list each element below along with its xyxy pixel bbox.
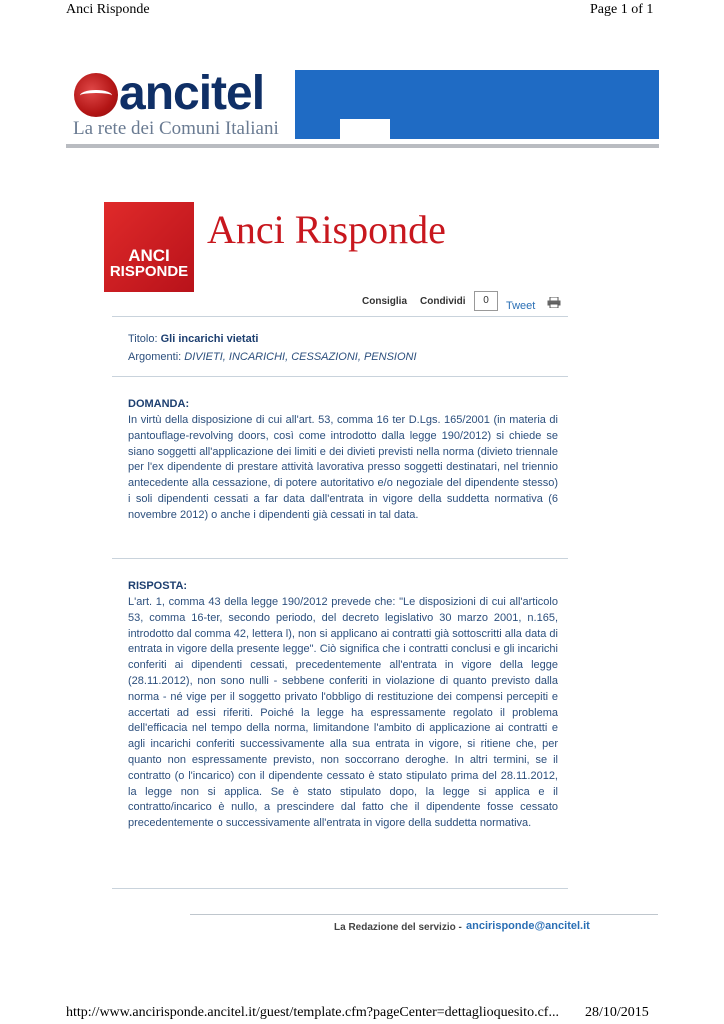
divider: [112, 376, 568, 377]
argomenti-value[interactable]: DIVIETI, INCARICHI, CESSAZIONI, PENSIONI: [184, 351, 417, 363]
domanda-title: DOMANDA:: [128, 398, 190, 410]
ancitel-logo[interactable]: ancitel: [119, 67, 265, 120]
print-icon[interactable]: [547, 297, 561, 308]
titolo-label: Titolo:: [128, 333, 158, 345]
badge-line-1: ANCI: [128, 246, 170, 265]
argomenti-row: [128, 351, 417, 363]
divider: [112, 558, 568, 559]
divider: [112, 316, 568, 317]
print-header-title: Anci Risponde: [66, 2, 150, 17]
print-header-page: Page 1 of 1: [590, 2, 654, 17]
footer-email-link[interactable]: ancirisponde@ancitel.it: [466, 920, 590, 932]
banner-divider: [66, 144, 659, 148]
titolo-value: Gli incarichi vietati: [160, 333, 259, 345]
share-count: 0: [474, 291, 498, 311]
divider: [112, 888, 568, 889]
badge-line-2: RISPONDE: [109, 263, 189, 280]
ancitel-tagline: La rete dei Comuni Italiani: [73, 118, 279, 139]
ancitel-logo-icon: [74, 73, 118, 117]
argomenti-label: Argomenti:: [128, 351, 182, 363]
domanda-text: In virtù della disposizione di cui all'art. 53, comma 16 ter D.Lgs. 165/2001 (in materia di pantouflage-revolving doors, così come introdotto dalla legge 190/2012) si chiede se siano soggetti all'applicazione dei limiti e dei divieti previsti nella norma (divieto triennale per l'ex dipendente di prestare attività lavorativa presso soggetti destinatari, nel triennio antecedente alla cessazione, di potere autoritativo e/o negoziale del dipendente stesso) i soli dipendenti cessati a far data dall'entrata in vigore della suddetta normativa (6 novembre 2012) o anche i dipendenti già cessati in tal data.: [128, 414, 558, 521]
tweet-button[interactable]: Tweet: [506, 300, 536, 312]
banner-tab: [340, 119, 390, 139]
print-footer-date: 28/10/2015: [585, 1005, 649, 1020]
consiglia-button[interactable]: Consiglia: [362, 296, 408, 307]
footer-divider: [190, 914, 658, 915]
titolo-row: [128, 333, 258, 345]
footer-label: La Redazione del servizio -: [334, 922, 462, 933]
condividi-button[interactable]: Condividi: [420, 296, 466, 307]
print-footer-url: http://www.ancirisponde.ancitel.it/guest/template.cfm?pageCenter=dettaglioquesito.cf...: [66, 1005, 559, 1020]
page-title: Anci Risponde: [207, 207, 446, 252]
risposta-text: L'art. 1, comma 43 della legge 190/2012 prevede che: "Le disposizioni di cui all'articolo 53, comma 16-ter, secondo periodo, del decreto legislativo 30 marzo 2001, n.165, introdotto dal comma 42, lettera l), non si applicano ai contratti già sottoscritti alla data di entrata in vigore della presente legge". Ciò significa che i contratti conclusi e gli incarichi conferiti ai dipendenti cessati, precedentemente all'entrata in vigore della legge (28.11.2012), non sono nulli - sebbene conferiti in violazione di quanto previsto dalla norma - né vige per il soggetto privato l'obbligo di restituzione dei compensi percepiti e accertati ad essi riferiti. Poiché la legge ha espressamente regolato il problema dell'efficacia nel tempo della norma, limitandone l'ambito di applicazione ai contratti e agli incarichi conferiti successivamente alla sua entrata in vigore, si ritiene che, per quanto non espressamente previsto, non soccorrano deroghe. In altri termini, se il contratto (o l'incarico) con il dipendente cessato è stato stipulato prima del 28.11.2012, la legge non si applica. Se è stato stipulato dopo, la legge si applica e il contratto/incarico è nullo, a prescindere dal fatto che il dipendente fosse cessato precedentemente o successivamente all'entrata in vigore della suddetta normativa.: [128, 596, 558, 830]
risposta-title: RISPOSTA:: [128, 580, 188, 592]
